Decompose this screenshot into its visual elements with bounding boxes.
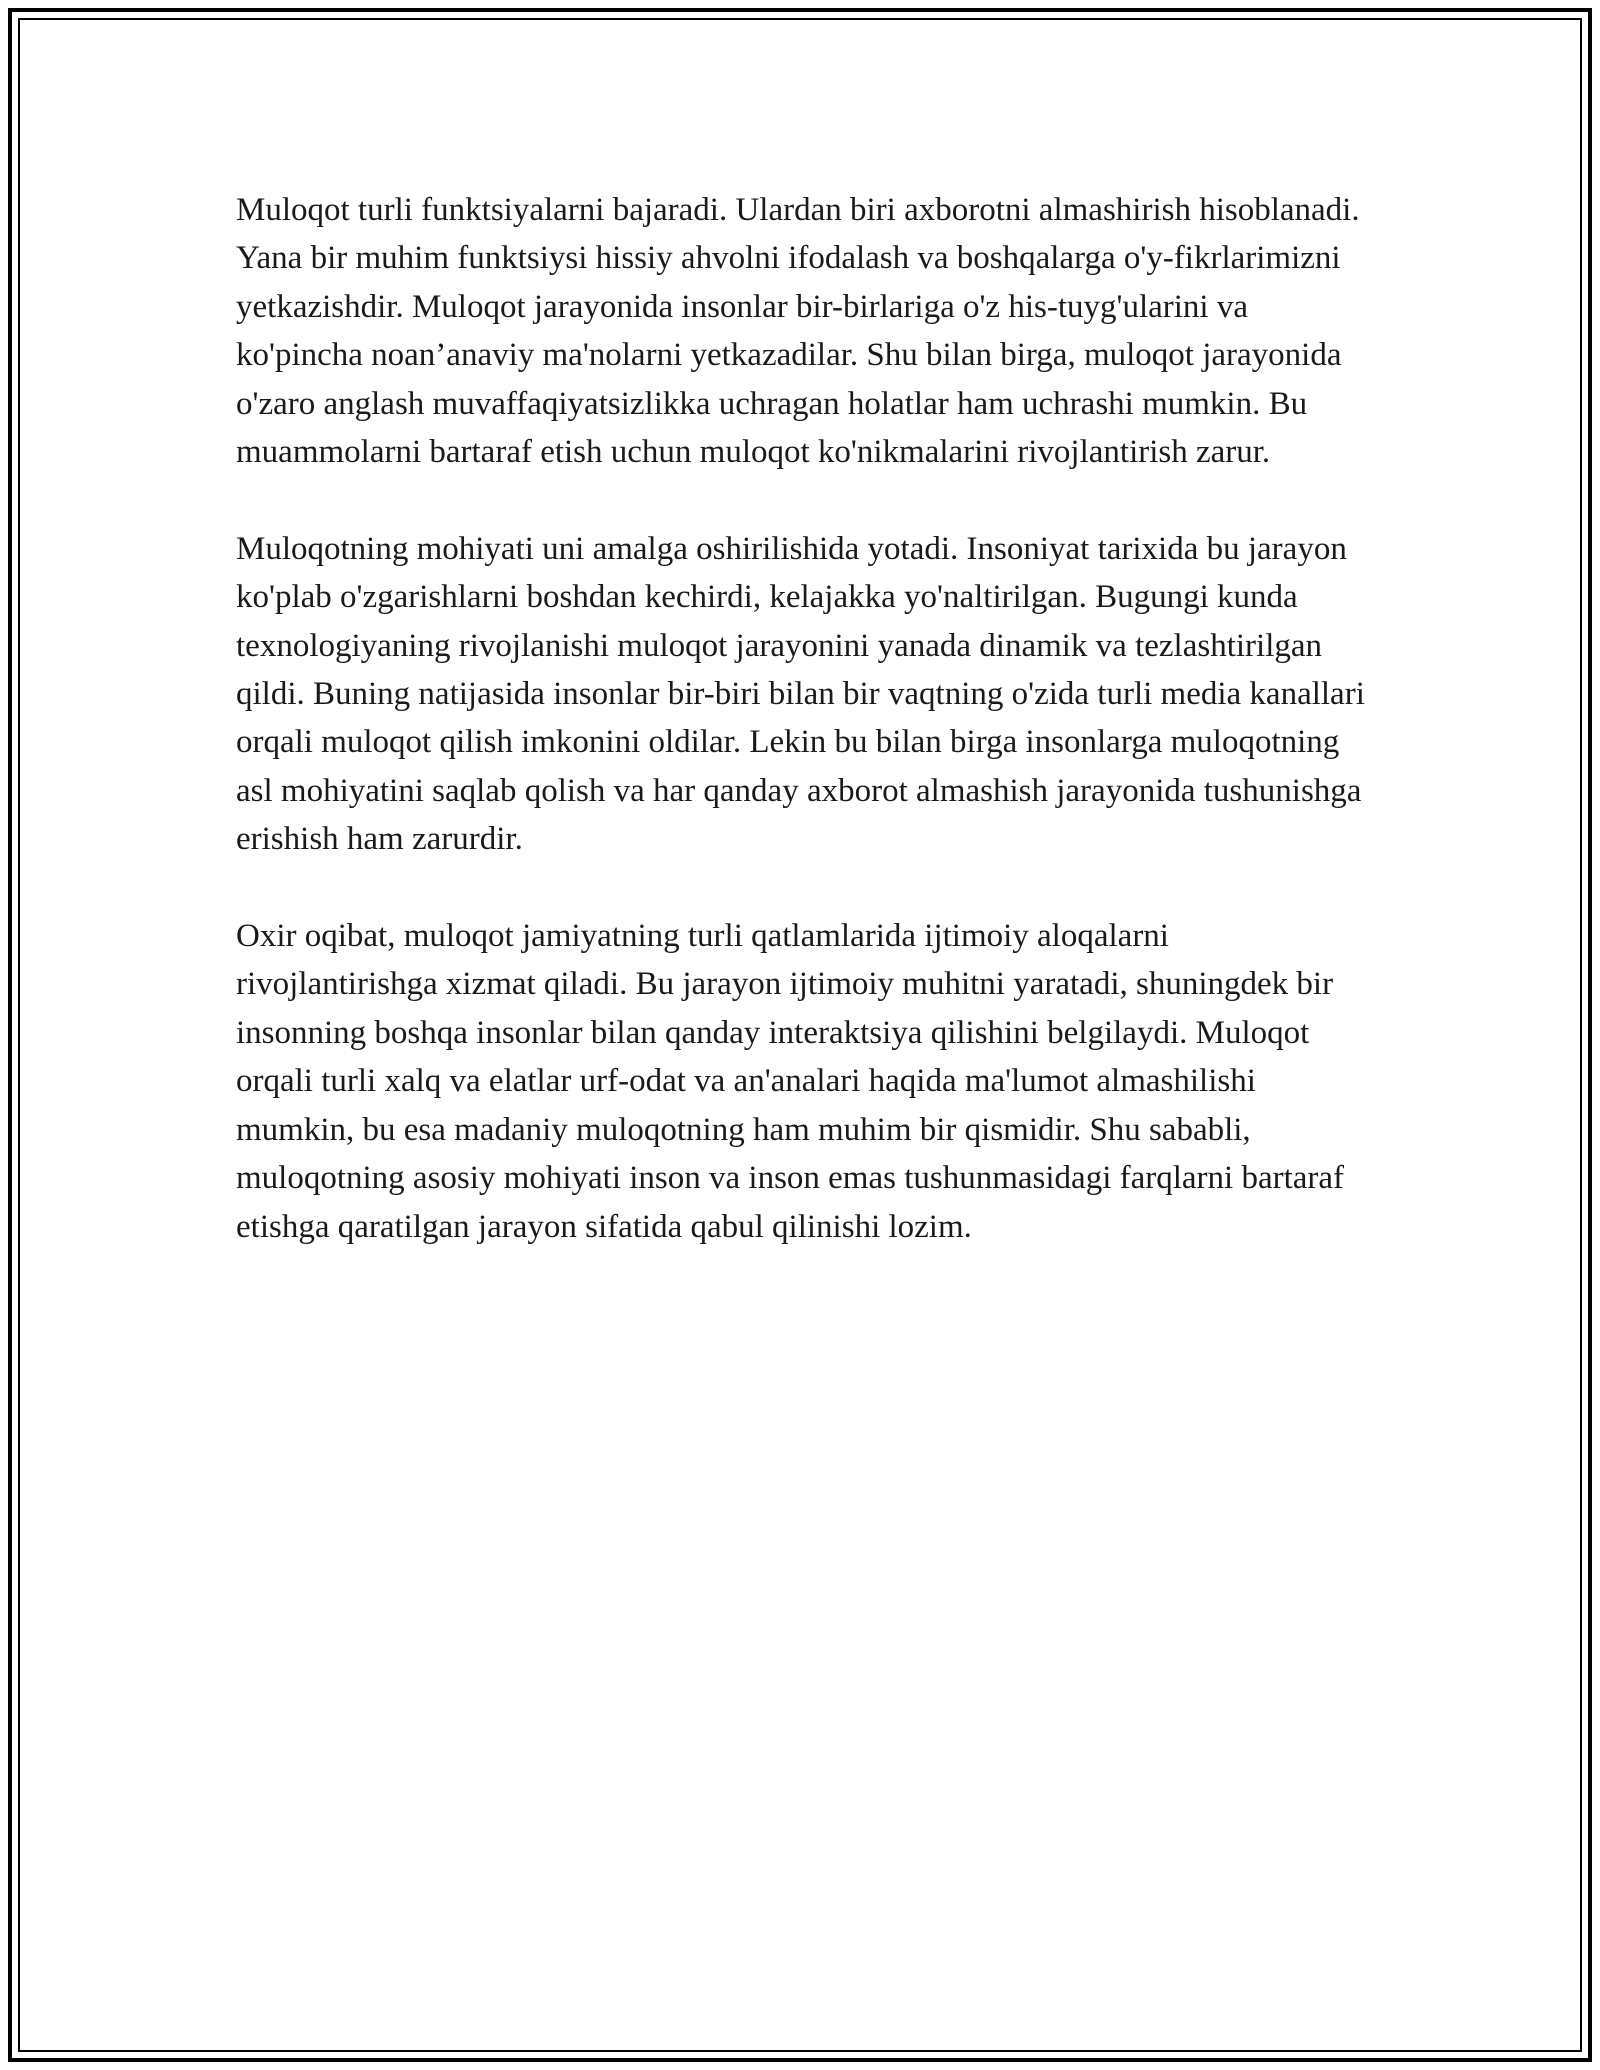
document-body [236,186,1366,1299]
paragraph-2: Muloqotning mohiyati uni amalga oshirilishida yotadi. Insoniyat tarixida bu jarayon ko'plab o'zgarishlarni boshdan kechirdi, kelajakka yo'naltirilgan. Bugungi kunda texnologiyaning rivojlanishi muloqot jarayonini yanada dinamik va tezlashtirilgan qildi. Buning natijasida insonlar bir-biri bilan bir vaqtning o'zida turli media kanallari orqali muloqot qilish imkonini oldilar. Lekin bu bilan birga insonlarga muloqotning asl mohiyatini saqlab qolish va har qanday axborot almashish jarayonida tushunishga erishish ham zarurdir. [236,530,1365,858]
paragraph-1: Muloqot turli funktsiyalarni bajaradi. Ulardan biri axborotni almashirish hisoblanadi. Yana bir muhim funktsiysi hissiy ahvolni ifodalash va boshqalarga o'y-fikrlarimizni yetkazishdir. Muloqot jarayonida insonlar bir-birlariga o'z his-tuyg'ularini va ko'pincha noan’anaviy ma'nolarni yetkazadilar. Shu bilan birga, muloqot jarayonida o'zaro anglash muvaffaqiyatsizlikka uchragan holatlar ham uchrashi mumkin. Bu muammolarni bartaraf etish uchun muloqot ko'nikmalarini rivojlantirish zarur. [236,192,1360,471]
paragraph-3: Oxir oqibat, muloqot jamiyatning turli qatlamlarida ijtimoiy aloqalarni rivojlantirishga xizmat qiladi. Bu jarayon ijtimoiy muhitni yaratadi, shuningdek bir insonning boshqa insonlar bilan qanday interaktsiya qilishini belgilaydi. Muloqot orqali turli xalq va elatlar urf-odat va an'analari haqida ma'lumot almashilishi mumkin, bu esa madaniy muloqotning ham muhim bir qismidir. Shu sababli, muloqotning asosiy mohiyati inson va inson emas tushunmasidagi farqlarni bartaraf etishga qaratilgan jarayon sifatida qabul qilinishi lozim. [236,918,1345,1245]
